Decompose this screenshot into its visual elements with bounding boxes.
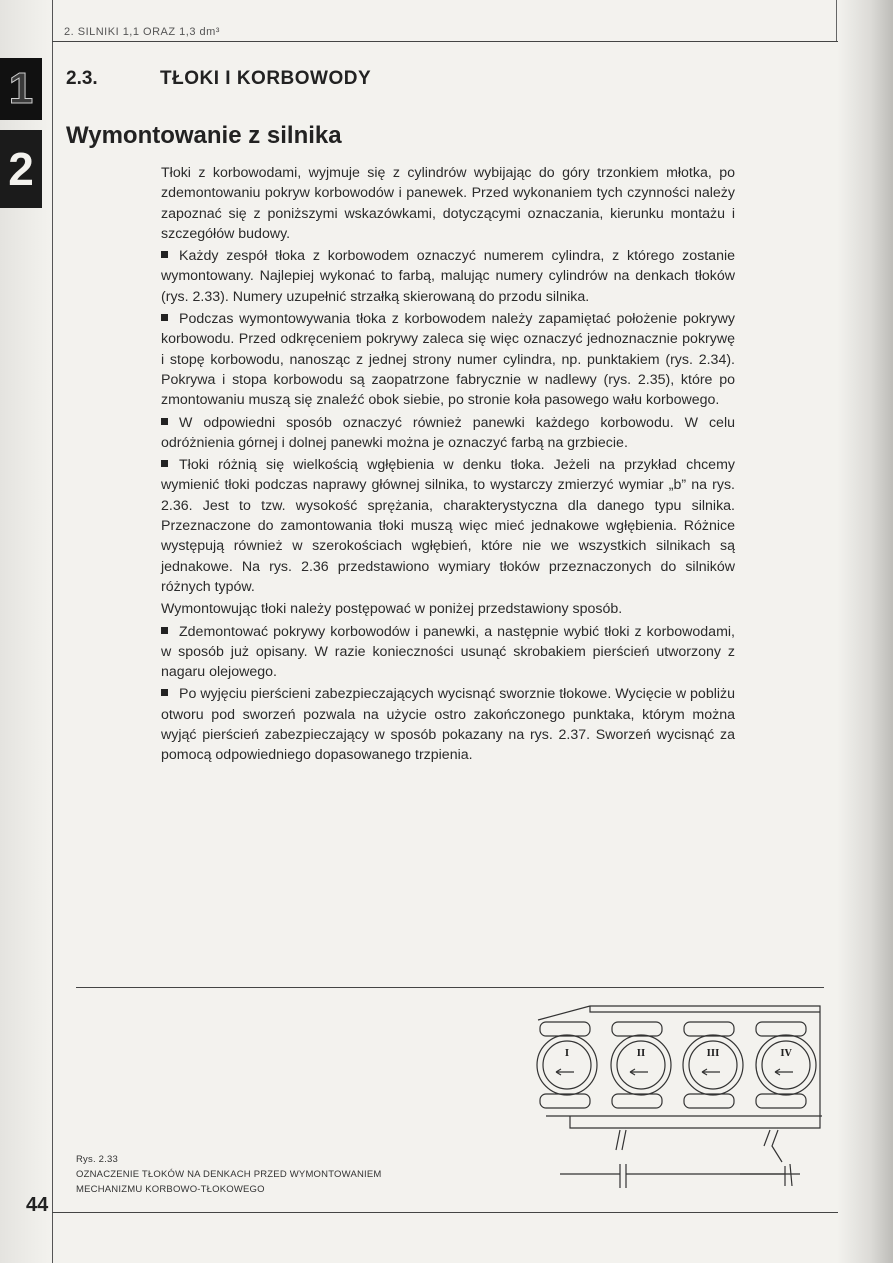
margin-line	[52, 0, 53, 1263]
bullet-icon	[161, 251, 168, 258]
running-head: 2. SILNIKI 1,1 ORAZ 1,3 dm³	[64, 26, 220, 38]
paragraph	[161, 163, 735, 244]
paragraph-text: Tłoki różnią się wielkością wgłębienia w denku tłoka. Jeżeli na przykład chcemy wymienić tłoki podczas naprawy głównej silnika, to wystarczy zmierzyć wymiar „b” na rys. 2.36. Jest to tzw. wysokość sprężania, charakterystyczna dla danego typu silnika. Przeznaczone do zamontowania tłoki muszą więc mieć jednakowe wgłębienia. Różnice występują również w szerokościach wgłębień, które nie we wszystkich silnikach są jednakowe. Na rys. 2.36 przedstawiono wymiary tłoków przeznaczonych do silników różnych typów.	[161, 457, 735, 595]
paragraph-text: Zdemontować pokrywy korbowodów i panewki, a następnie wybić tłoki z korbowodami, w sposób już opisany. W razie konieczności usunąć skrobakiem pierścień utworzony z nagaru olejowego.	[161, 623, 735, 681]
paragraph	[161, 309, 735, 410]
chapter-tab-1: 1	[0, 58, 42, 120]
figure-rule	[76, 987, 824, 988]
paragraph-text: Tłoki z korbowodami, wyjmuje się z cylindrów wybijając do góry trzonkiem młotka, po zdemontowaniu pokryw korbowodów i panewek. Przed wykonaniem tych czynności należy zapoznać się z poniższymi wskazówkami, dotyczącymi oznaczania, kierunku montażu i szczegółów budowy.	[161, 165, 735, 242]
caption-line-1: OZNACZENIE TŁOKÓW NA DENKACH PRZED WYMONTOWANIEM	[76, 1169, 382, 1180]
figure-caption	[76, 1152, 382, 1197]
paragraph-text: Podczas wymontowywania tłoka z korbowodem należy zapamiętać położenie pokrywy korbowodu. Przed odkręceniem pokrywy zaleca się więc oznaczyć jednoznacznie pokrywę i stopę korbowodu, nanosząc z jednej strony numer cylindra, np. punktakiem (rys. 2.34). Pokrywa i stopa korbowodu są zaopatrzone fabrycznie w nadlewy (rys. 2.35), które po zmontowaniu muszą się znaleźć obok siebie, po stronie koła pasowego wału korbowego.	[161, 311, 735, 409]
piston-label-3: III	[706, 1049, 720, 1059]
bullet-icon	[161, 314, 168, 321]
lower-slots	[540, 1094, 806, 1108]
paragraph-text: Wymontowując tłoki należy postępować w poniżej przedstawiony sposób.	[161, 601, 623, 618]
arrow-2	[630, 1069, 648, 1075]
caption-number: Rys. 2.33	[76, 1154, 118, 1165]
paragraph-text: Po wyjęciu pierścieni zabezpieczających wycisnąć sworznie tłokowe. Wycięcie w pobliżu otworu pod sworzeń pozwala na użycie ostro zakończonego punktaka, którym można wyjąć pierścień zabezpieczający w sposób pokazany na rys. 2.37. Sworzeń wycisnąć za pomocą odpowiedniego dopasowanego trzpienia.	[161, 686, 735, 764]
page-number: 44	[26, 1194, 49, 1216]
arrow-4	[775, 1069, 793, 1075]
paragraph-text: Każdy zespół tłoka z korbowodem oznaczyć numerem cylindra, z którego zostanie wymontowany. Najlepiej wykonać to farbą, malując numery cylindrów na denkach tłoków (rys. 2.33). Numery uzupełnić strzałką skierowaną do przodu silnika.	[161, 248, 735, 305]
paragraph	[161, 622, 735, 683]
arrow-1	[556, 1069, 574, 1075]
bullet-icon	[161, 460, 168, 467]
paragraph	[161, 599, 735, 619]
subheading: Wymontowanie z silnika	[66, 122, 342, 149]
arrow-3	[702, 1069, 720, 1075]
bullet-icon	[161, 689, 168, 696]
paragraph	[161, 413, 735, 454]
paragraph	[161, 246, 735, 307]
footer-rule	[52, 1212, 838, 1213]
paragraph	[161, 455, 735, 597]
header-right-line	[836, 0, 837, 42]
bullet-icon	[161, 627, 168, 634]
piston-2	[611, 1035, 671, 1095]
bullet-icon	[161, 418, 168, 425]
piston-3	[683, 1035, 743, 1095]
section-number: 2.3.	[66, 68, 98, 89]
pistons-figure	[530, 998, 830, 1198]
chapter-tab-2: 2	[0, 130, 42, 208]
upper-slots	[540, 1022, 806, 1036]
piston-label-1: I	[564, 1049, 570, 1059]
paragraph-text: W odpowiedni sposób oznaczyć również panewki każdego korbowodu. W celu odróżnienia górnej i dolnej panewki można je oznaczyć farbą na grzbiecie.	[161, 414, 735, 451]
page-edge-right	[837, 0, 893, 1263]
section-title: TŁOKI I KORBOWODY	[160, 68, 372, 89]
caption-line-2: MECHANIZMU KORBOWO-TŁOKOWEGO	[76, 1184, 265, 1195]
paragraph	[161, 684, 735, 765]
header-rule	[52, 41, 838, 42]
piston-label-4: IV	[780, 1049, 792, 1059]
piston-1	[537, 1035, 597, 1095]
body-text	[161, 163, 735, 768]
piston-label-2: II	[636, 1049, 646, 1059]
piston-4	[756, 1035, 816, 1095]
block-outline	[538, 1006, 820, 1128]
